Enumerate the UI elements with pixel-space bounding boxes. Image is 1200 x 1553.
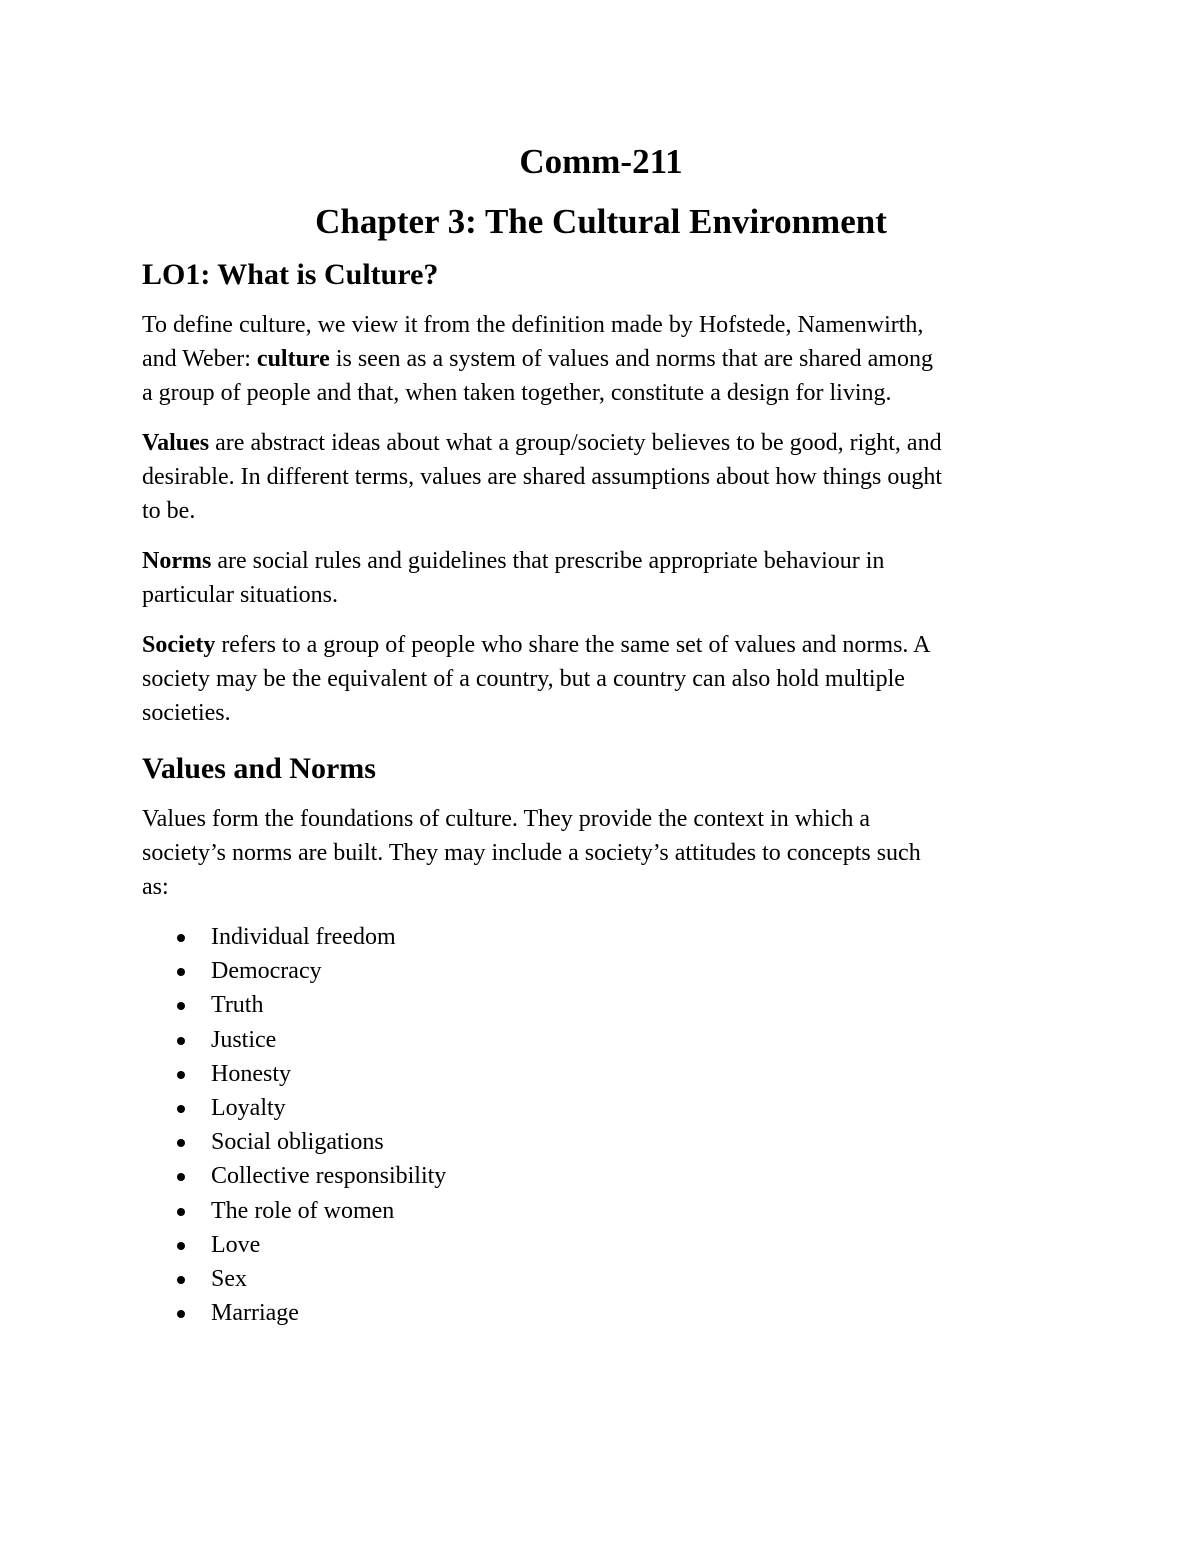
list-item: Justice (142, 1023, 1060, 1057)
list-item: Honesty (142, 1057, 1060, 1091)
bullet-icon (177, 968, 185, 976)
list-item: Social obligations (142, 1125, 1060, 1159)
culture-text-after: is seen as a system of values and norms that are shared among a group of people and that, when taken together, constitute a design for living. (142, 346, 933, 406)
bullet-icon (177, 934, 185, 942)
list-item: Sex (142, 1262, 1060, 1296)
concepts-list (142, 920, 1060, 1330)
society-text: refers to a group of people who share the same set of values and norms. A society may be the equivalent of a country, but a country can also hold multiple societies. (142, 632, 931, 726)
values-and-norms-heading: Values and Norms (142, 752, 376, 785)
bullet-icon (177, 1037, 185, 1045)
bullet-icon (177, 1310, 185, 1318)
bullet-icon (177, 1071, 185, 1079)
bullet-icon (177, 1002, 185, 1010)
bullet-icon (177, 1139, 185, 1147)
chapter-title: Chapter 3: The Cultural Environment (315, 202, 887, 241)
list-item: Collective responsibility (142, 1159, 1060, 1193)
values-term: Values (142, 430, 210, 456)
values-text: are abstract ideas about what a group/society believes to be good, right, and desirable. In different terms, values are shared assumptions about how things ought to be. (142, 430, 943, 524)
list-item: Loyalty (142, 1091, 1060, 1125)
list-item: Marriage (142, 1296, 1060, 1330)
culture-text-before: To define culture, we view it from the definition made by Hofstede, Namenwirth, and Weber: (142, 312, 924, 372)
bullet-icon (177, 1242, 185, 1250)
society-definition-paragraph (142, 628, 1060, 730)
list-item: Love (142, 1228, 1060, 1262)
norms-definition-paragraph (142, 544, 1060, 612)
list-item: Truth (142, 988, 1060, 1022)
bullet-icon (177, 1276, 185, 1284)
bullet-icon (177, 1208, 185, 1216)
list-item: The role of women (142, 1194, 1060, 1228)
society-term: Society (142, 632, 216, 658)
culture-definition-paragraph (142, 308, 1060, 410)
course-code-title: Comm-211 (519, 142, 683, 181)
values-definition-paragraph (142, 426, 1060, 528)
culture-term: culture (256, 346, 330, 372)
lo1-heading: LO1: What is Culture? (142, 258, 439, 291)
bullet-icon (177, 1105, 185, 1113)
norms-term: Norms (142, 548, 212, 574)
bullet-icon (177, 1173, 185, 1181)
list-item: Democracy (142, 954, 1060, 988)
values-norms-paragraph: Values form the foundations of culture. They provide the context in which a society’s norms are built. They may include a society’s attitudes to concepts such as: (142, 806, 921, 900)
list-item: Individual freedom (142, 920, 1060, 954)
norms-text: are social rules and guidelines that prescribe appropriate behaviour in particular situations. (142, 548, 885, 608)
